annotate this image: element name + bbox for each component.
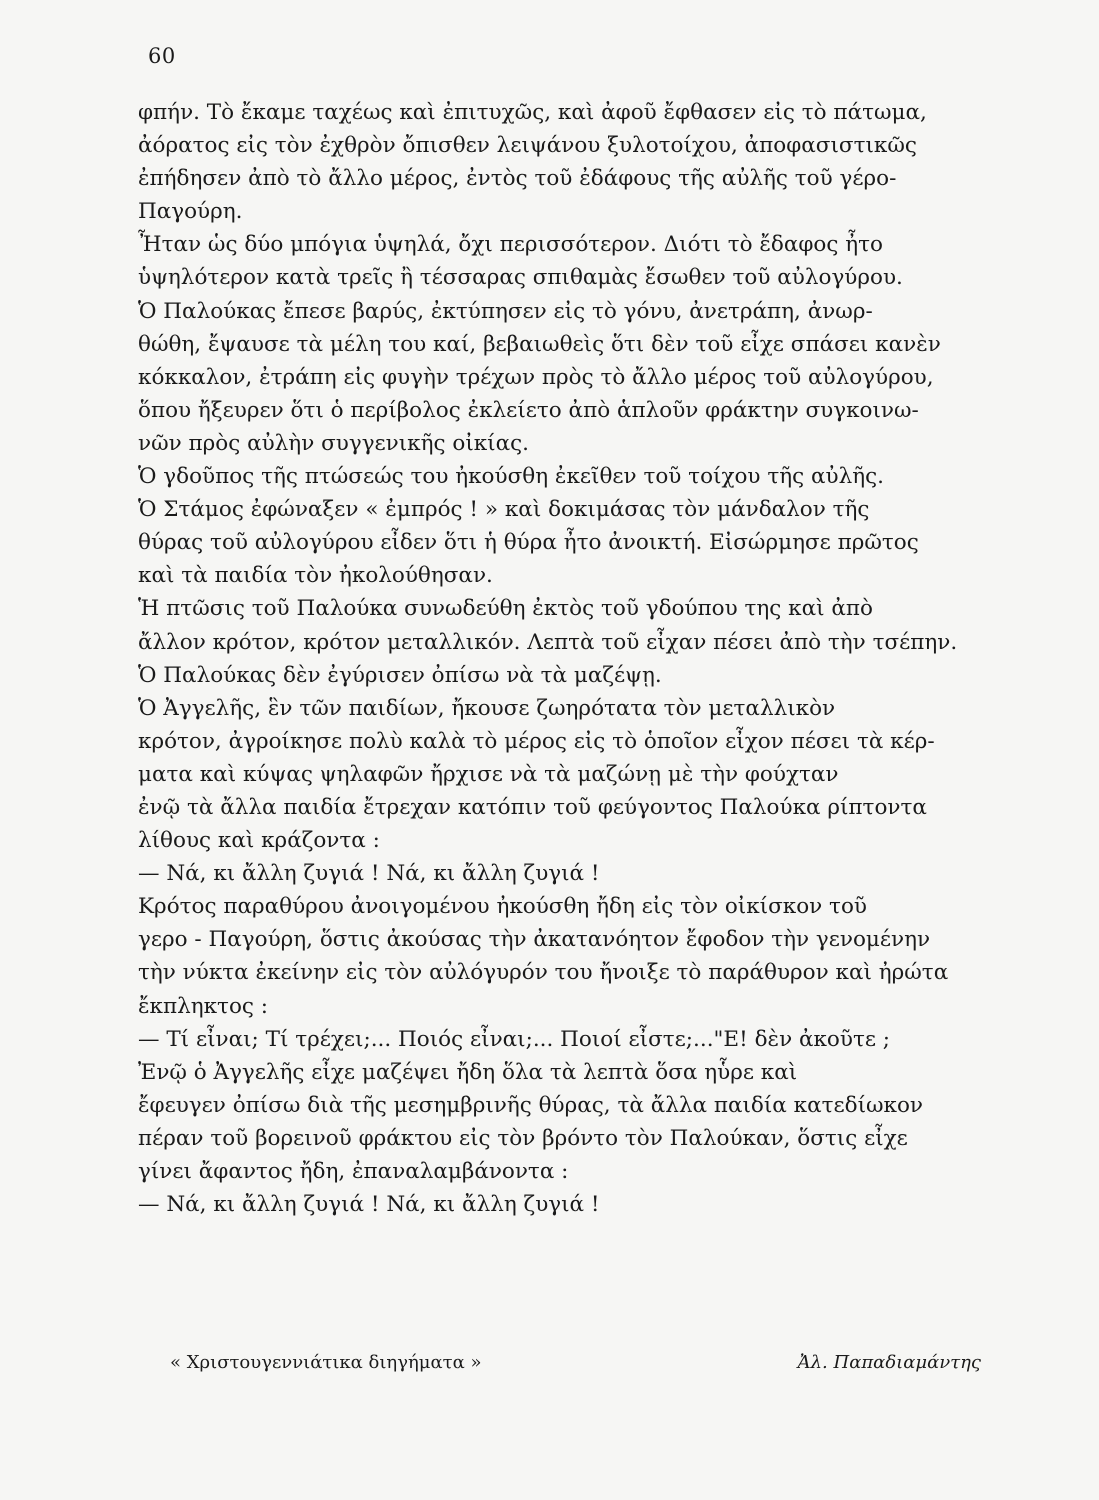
- text-line: κόκκαλον, ἐτράπη εἰς φυγὴν τρέχων πρὸς τὸ ἄλλο μέρος τοῦ αὐλογύρου,: [138, 364, 934, 390]
- page-footer: [0, 1352, 1099, 1382]
- text-line: κρότον, ἀγροίκησε πολὺ καλὰ τὸ μέρος εἰς τὸ ὁποῖον εἶχον πέσει τὰ κέρ-: [138, 728, 935, 754]
- text-line: Ἦταν ὡς δύο μπόγια ὑψηλά, ὄχι περισσότερον. Διότι τὸ ἔδαφος ἦτο: [138, 232, 883, 258]
- text-line: θώθη, ἔψαυσε τὰ μέλη του καί, βεβαιωθεὶς ὅτι δὲν τοῦ εἶχε σπάσει κανὲν: [138, 331, 941, 357]
- text-line: — Νά, κι ἄλλη ζυγιά ! Νά, κι ἄλλη ζυγιά !: [138, 861, 600, 887]
- text-line: ἐνῷ τὰ ἄλλα παιδία ἔτρεχαν κατόπιν τοῦ φεύγοντος Παλούκα ρίπτοντα: [138, 794, 927, 820]
- text-line: θύρας τοῦ αὐλογύρου εἶδεν ὅτι ἡ θύρα ἦτο ἀνοικτή. Εἰσώρμησε πρῶτος: [138, 530, 919, 556]
- text-line: — Τί εἶναι; Τί τρέχει;... Ποιός εἶναι;... Ποιοί εἶστε;..."Ε! δὲν ἀκοῦτε ;: [138, 1026, 891, 1052]
- text-line: τὴν νύκτα ἐκείνην εἰς τὸν αὐλόγυρόν του ἤνοιξε τὸ παράθυρον καὶ ἠρώτα: [138, 960, 949, 986]
- text-line: Ὁ Παλούκας ἔπεσε βαρύς, ἐκτύπησεν εἰς τὸ γόνυ, ἀνετράπη, ἀνωρ-: [138, 298, 873, 324]
- text-line: φπήν. Τὸ ἔκαμε ταχέως καὶ ἐπιτυχῶς, καὶ ἀφοῦ ἔφθασεν εἰς τὸ πάτωμα,: [138, 100, 927, 125]
- author-name: Ἀλ. Παπαδιαμάντης: [797, 1352, 981, 1373]
- text-line: ματα καὶ κύψας ψηλαφῶν ἤρχισε νὰ τὰ μαζώνῃ μὲ τὴν φούχταν: [138, 761, 839, 787]
- text-line: Ὁ Ἀγγελῆς, ἓν τῶν παιδίων, ἤκουσε ζωηρότατα τὸν μεταλλικὸν: [138, 695, 836, 721]
- text-line: λίθους καὶ κράζοντα :: [138, 828, 380, 854]
- text-line: ἐπήδησεν ἀπὸ τὸ ἄλλο μέρος, ἐντὸς τοῦ ἐδάφους τῆς αὐλῆς τοῦ γέρο-: [138, 166, 897, 192]
- text-line: ἄλλον κρότον, κρότον μεταλλικόν. Λεπτὰ τοῦ εἶχαν πέσει ἀπὸ τὴν τσέπην.: [138, 629, 958, 655]
- text-line: ἀόρατος εἰς τὸν ἐχθρὸν ὄπισθεν λειψάνου ξυλοτοίχου, ἀποφασιστικῶς: [138, 133, 917, 159]
- text-line: Ὁ γδοῦπος τῆς πτώσεώς του ἠκούσθη ἐκεῖθεν τοῦ τοίχου τῆς αὐλῆς.: [138, 464, 884, 490]
- source-citation: « Χριστουγεννιάτικα διηγήματα »: [170, 1352, 482, 1373]
- text-line: — Νά, κι ἄλλη ζυγιά ! Νά, κι ἄλλη ζυγιά !: [138, 1192, 600, 1218]
- text-line: ἔκπληκτος :: [138, 993, 269, 1019]
- text-line: Παγούρη.: [138, 199, 243, 225]
- text-line: νῶν πρὸς αὐλὴν συγγενικῆς οἰκίας.: [138, 430, 530, 456]
- page-number: 60: [148, 44, 176, 68]
- text-line: Ἡ πτῶσις τοῦ Παλούκα συνωδεύθη ἐκτὸς τοῦ γδούπου της καὶ ἀπὸ: [138, 596, 873, 622]
- text-line: γίνει ἄφαντος ἤδη, ἐπαναλαμβάνοντα :: [138, 1159, 569, 1184]
- text-line: πέραν τοῦ βορεινοῦ φράκτου εἰς τὸν βρόντο τὸν Παλούκαν, ὅστις εἶχε: [138, 1125, 908, 1151]
- text-line: γερο - Παγούρη, ὅστις ἀκούσας τὴν ἀκατανόητον ἔφοδον τὴν γενομένην: [138, 927, 931, 953]
- text-line: ὅπου ἤξευρεν ὅτι ὁ περίβολος ἐκλείετο ἀπὸ ἁπλοῦν φράκτην συγκοινω-: [138, 397, 919, 423]
- text-line: Ὁ Στάμος ἐφώναξεν « ἐμπρός ! » καὶ δοκιμάσας τὸν μάνδαλον τῆς: [138, 497, 870, 523]
- text-line: καὶ τὰ παιδία τὸν ἠκολούθησαν.: [138, 563, 493, 589]
- body-text: [138, 96, 1018, 1221]
- text-line: Κρότος παραθύρου ἀνοιγομένου ἠκούσθη ἤδη εἰς τὸν οἰκίσκον τοῦ: [138, 894, 867, 920]
- text-line: Ὁ Παλούκας δὲν ἐγύρισεν ὀπίσω νὰ τὰ μαζέψῃ.: [138, 662, 662, 688]
- text-line: ὑψηλότερον κατὰ τρεῖς ἢ τέσσαρας σπιθαμὰς ἔσωθεν τοῦ αὐλογύρου.: [138, 265, 903, 291]
- text-line: Ἐνῷ ὁ Ἀγγελῆς εἶχε μαζέψει ἤδη ὅλα τὰ λεπτὰ ὅσα ηὗρε καὶ: [138, 1059, 798, 1085]
- text-line: ἔφευγεν ὀπίσω διὰ τῆς μεσημβρινῆς θύρας, τὰ ἄλλα παιδία κατεδίωκον: [138, 1092, 923, 1118]
